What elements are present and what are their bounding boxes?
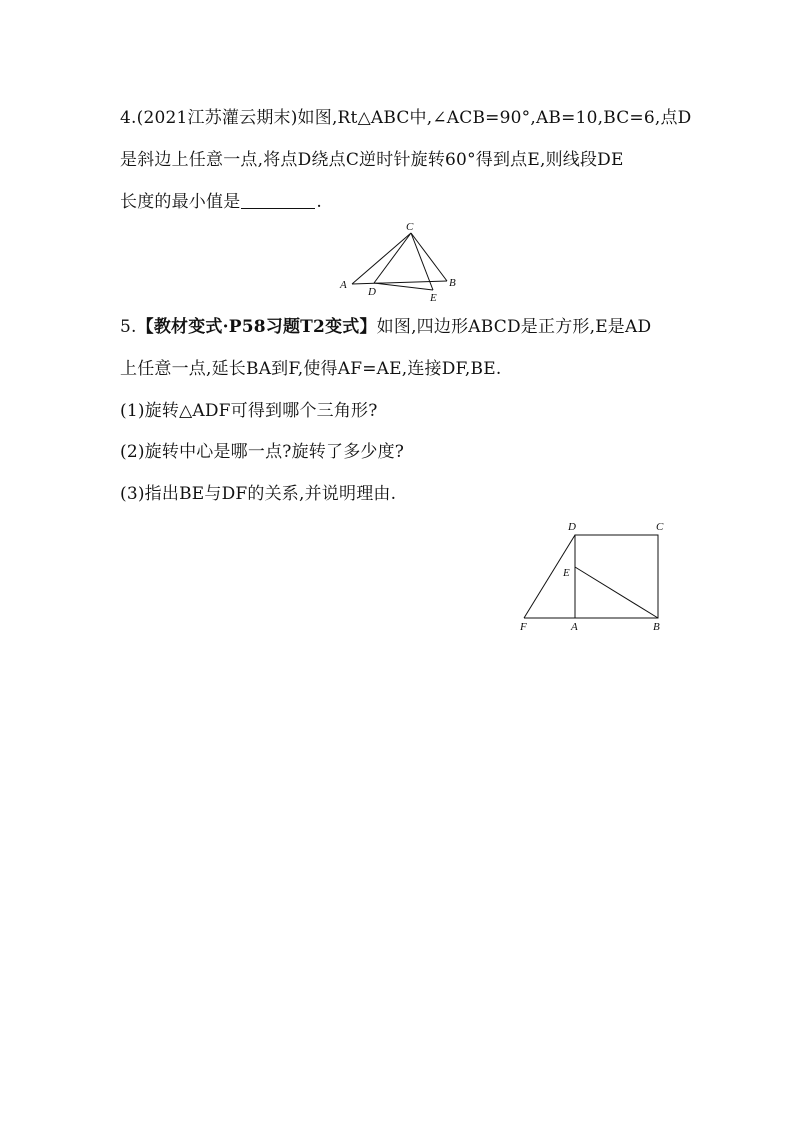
label-C: C	[406, 221, 414, 233]
q4-line-2: 是斜边上任意一点,将点D绕点C逆时针旋转60°得到点E,则线段DE	[120, 150, 624, 170]
label-A: A	[340, 279, 347, 291]
q5-square-figure	[510, 515, 685, 640]
segment-AB	[352, 281, 447, 284]
segment-CD	[374, 233, 411, 283]
segment-DE	[374, 283, 433, 290]
q5-tag: 【教材变式·P58习题T2变式】	[136, 317, 377, 337]
label-E: E	[430, 292, 437, 304]
q5-sub-2: (2)旋转中心是哪一点?旋转了多少度?	[120, 442, 405, 462]
q5-sub-1: (1)旋转△ADF可得到哪个三角形?	[120, 401, 378, 421]
label-B: B	[449, 277, 456, 289]
segment-CB	[411, 233, 447, 281]
segment-EB	[575, 567, 658, 618]
answer-blank	[241, 192, 315, 209]
q4-line-1: 4.(2021江苏灌云期末)如图,Rt△ABC中,∠ACB=90°,AB=10,BC=6,点D	[120, 108, 692, 128]
label-C: C	[656, 521, 664, 533]
q4-triangle-figure	[330, 218, 470, 308]
segment-AC	[352, 233, 411, 284]
q5-line-1-rest: 如图,四边形ABCD是正方形,E是AD	[376, 317, 652, 337]
label-D: D	[368, 286, 376, 298]
square-ABCD	[575, 535, 658, 618]
q5-line-2: 上任意一点,延长BA到F,使得AF=AE,连接DF,BE.	[120, 359, 502, 379]
q4-line-3	[120, 191, 322, 213]
label-F: F	[520, 621, 527, 633]
label-D: D	[568, 521, 576, 533]
label-A: A	[571, 621, 578, 633]
label-B: B	[653, 621, 660, 633]
q5-number: 5.	[120, 317, 137, 337]
q5-sub-3: (3)指出BE与DF的关系,并说明理由.	[120, 484, 397, 504]
label-E: E	[563, 567, 570, 579]
q4-line-3-text: 长度的最小值是	[120, 192, 241, 212]
q4-line-3-end: .	[316, 192, 323, 212]
q5-line-1	[120, 316, 651, 338]
